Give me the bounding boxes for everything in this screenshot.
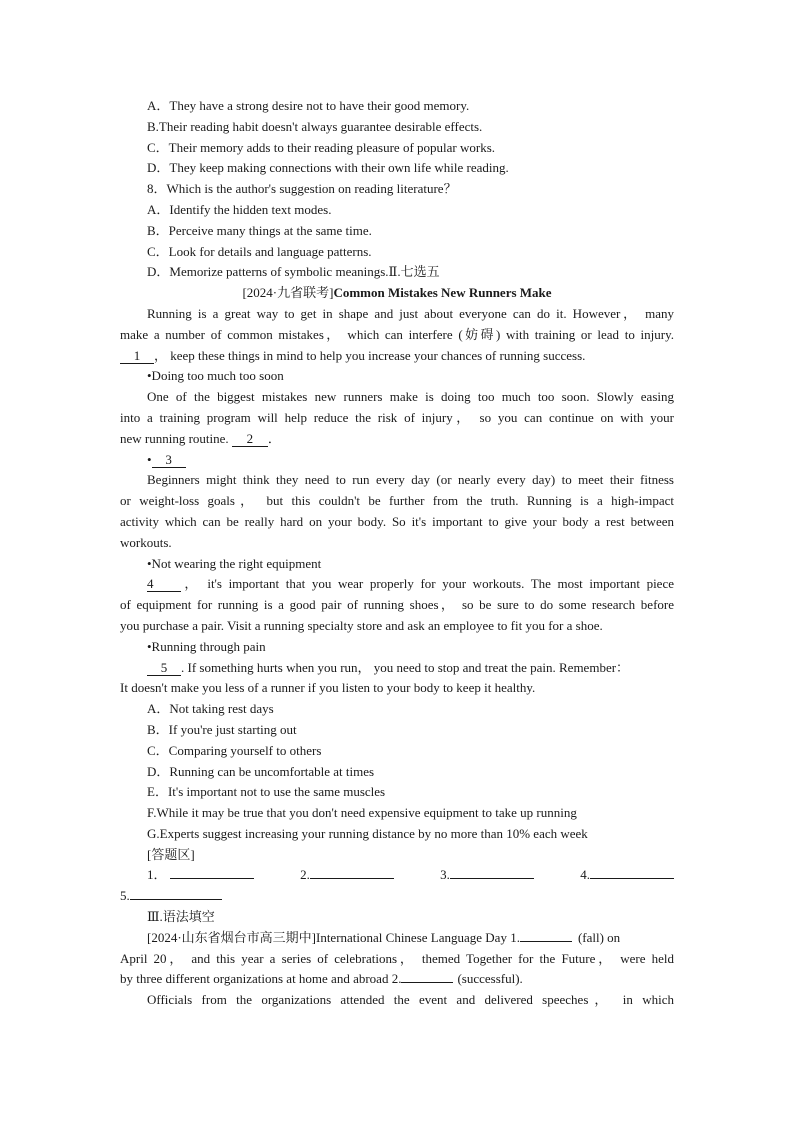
s3-line-1-text: [2024·山东省烟台市高三期中]International Chinese Language Day 1.	[147, 929, 520, 945]
grammar-blank-1[interactable]	[520, 928, 572, 942]
bullet: •	[147, 451, 152, 467]
p1-line-1: One of the biggest mistakes new runners make is doing too much too soon. Slowly easing	[147, 389, 674, 405]
answer-label-1: 1．	[147, 867, 167, 883]
answer-label-4: 4.	[580, 867, 590, 883]
p4-line-1	[120, 658, 674, 679]
section-2-label: Ⅱ.七选五	[388, 264, 440, 280]
blank-4[interactable]: 4	[147, 577, 181, 592]
answer-label-5: 5.	[120, 888, 130, 904]
passage-heading	[120, 283, 674, 304]
p4-line-2: It doesn't make you less of a runner if you listen to your body to keep it healthy.	[120, 680, 536, 696]
p3-line-3: you purchase a pair. Visit a running specialty store and ask an employee to fit you for a shoe.	[120, 617, 603, 633]
p2-line-2: or weight-loss goals， but this couldn't be further from the truth. Running is a high-impact	[120, 493, 674, 509]
s3-line-4: Officials from the organizations attended the event and delivered speeches， in which	[147, 992, 674, 1008]
answer-slot-4[interactable]	[580, 865, 674, 886]
p2-line-4: workouts.	[120, 534, 172, 550]
q7-option-b: B.Their reading habit doesn't always guarantee desirable effects.	[147, 118, 483, 134]
p1-line-3-text: new running routine.	[120, 430, 229, 446]
p3-line-1	[120, 574, 674, 595]
option-c: C．Comparing yourself to others	[147, 742, 322, 758]
blank-1[interactable]: 1	[120, 349, 154, 364]
blank-3[interactable]: 3	[152, 453, 186, 468]
p2-line-1: Beginners might think they need to run every day (or nearly every day) to meet their fitness	[147, 472, 674, 488]
heading-blank-3	[120, 450, 674, 471]
answer-row-2	[120, 886, 674, 907]
passage-title: Common Mistakes New Runners Make	[333, 285, 552, 301]
page-content	[120, 96, 674, 1011]
q8-question: 8．Which is the author's suggestion on reading literature？	[147, 181, 457, 197]
answer-blank-5[interactable]	[130, 886, 222, 900]
heading-pain: •Running through pain	[147, 638, 266, 654]
answer-slot-3[interactable]	[440, 865, 534, 886]
q8-option-d: D．Memorize patterns of symbolic meanings.	[147, 264, 389, 280]
p3-line-2: of equipment for running is a good pair of running shoes， so be sure to do some research before	[120, 597, 674, 613]
answer-slot-1[interactable]	[147, 865, 254, 886]
option-e: E．It's important not to use the same muscles	[147, 784, 386, 800]
option-d: D．Running can be uncomfortable at times	[147, 763, 375, 779]
blank-5[interactable]: 5	[147, 661, 181, 676]
q8-option-c: C．Look for details and language patterns.	[147, 243, 372, 259]
q8-option-b: B．Perceive many things at the same time.	[147, 222, 372, 238]
p4-line-1-text: . If something hurts when you run， you need to stop and treat the pain. Remember：	[181, 659, 630, 675]
option-a: A．Not taking rest days	[147, 701, 274, 717]
intro-line-3-text: ， keep these things in mind to help you increase your chances of running success.	[154, 347, 586, 363]
s3-line-3-hint: (successful).	[457, 971, 523, 987]
grammar-blank-2[interactable]	[401, 969, 453, 983]
q7-option-d: D．They keep making connections with their own life while reading.	[147, 160, 509, 176]
q8-option-d-with-section	[120, 262, 674, 283]
answer-blank-2[interactable]	[310, 865, 394, 879]
answer-slot-2[interactable]	[300, 865, 394, 886]
answer-label-2: 2.	[300, 867, 310, 883]
s3-line-1-hint: (fall) on	[577, 929, 621, 945]
blank-2[interactable]: 2	[232, 432, 268, 447]
p1-line-2: into a training program will help reduce the risk of injury， so you can continue on with your	[120, 409, 674, 425]
section-3-label: Ⅲ.语法填空	[147, 909, 215, 925]
q7-option-c: C．Their memory adds to their reading pleasure of popular works.	[147, 139, 496, 155]
s3-line-1	[120, 928, 674, 949]
p3-line-1-text: ， it's important that you wear properly for your workouts. The most important piece	[181, 576, 674, 592]
intro-line-3	[120, 346, 674, 367]
p1-period: ．	[267, 430, 281, 446]
passage-source: [2024·九省联考]	[242, 285, 334, 301]
heading-equipment: •Not wearing the right equipment	[147, 555, 322, 571]
answer-blank-1[interactable]	[170, 865, 254, 879]
p2-line-3: activity which can be really hard on your body. So it's important to give your body a rest between	[120, 513, 674, 529]
p1-line-3	[120, 429, 674, 450]
answer-row	[120, 865, 674, 886]
answer-label-3: 3.	[440, 867, 450, 883]
answer-area-label: [答题区]	[147, 846, 195, 862]
intro-line-1: Running is a great way to get in shape and just about everyone can do it. However， many	[147, 305, 674, 321]
answer-blank-3[interactable]	[450, 865, 534, 879]
intro-line-2: make a number of common mistakes， which can interfere (妨碍) with training or lead to injury.	[120, 326, 674, 342]
q8-option-a: A．Identify the hidden text modes.	[147, 201, 332, 217]
s3-line-2: April 20， and this year a series of celebrations， themed Together for the Future， were held	[120, 950, 674, 966]
option-f: F.While it may be true that you don't need expensive equipment to take up running	[147, 805, 577, 821]
option-g: G.Experts suggest increasing your running distance by no more than 10% each week	[147, 825, 588, 841]
s3-line-3-text: by three different organizations at home and abroad 2.	[120, 971, 402, 987]
q7-option-a: A．They have a strong desire not to have their good memory.	[147, 98, 470, 113]
s3-line-3	[120, 969, 674, 990]
answer-blank-4[interactable]	[590, 865, 674, 879]
option-b: B．If you're just starting out	[147, 721, 297, 737]
heading-doing-too-much: •Doing too much too soon	[147, 368, 284, 384]
